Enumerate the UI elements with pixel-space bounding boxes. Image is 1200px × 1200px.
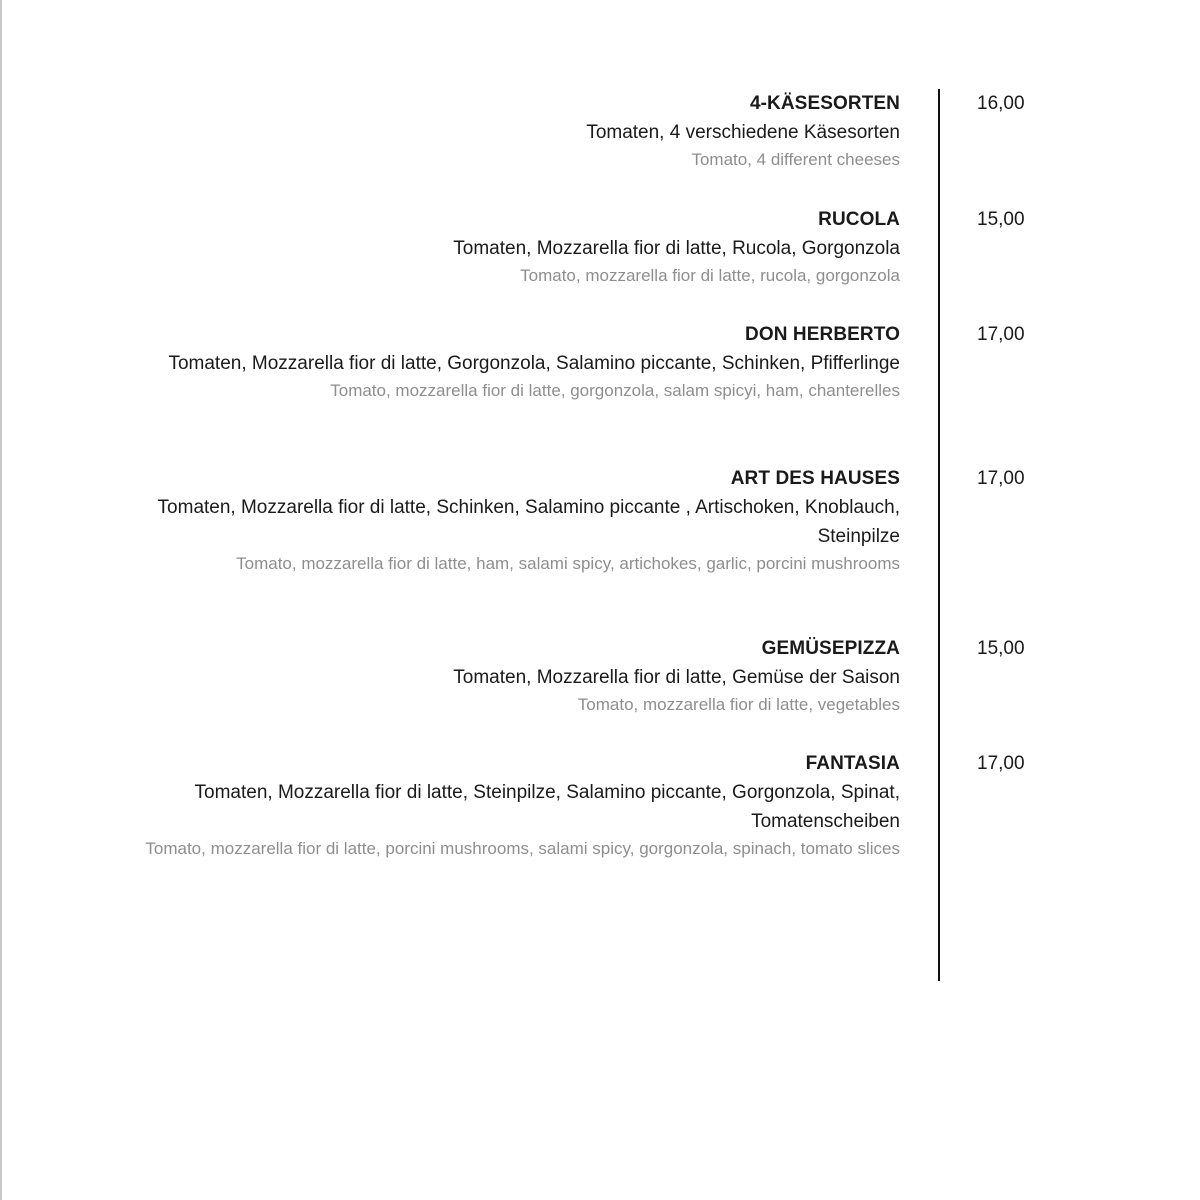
menu-item-price: 17,00 <box>977 753 1025 774</box>
menu-item-text <box>140 634 900 718</box>
menu-item-description-en: Tomato, mozzarella fior di latte, porcini mushrooms, salami spicy, gorgonzola, spinach, tomato slices <box>145 839 900 858</box>
price-column-divider <box>938 89 940 981</box>
menu-item-name: DON HERBERTO <box>745 324 900 345</box>
menu-item-name: GEMÜSEPIZZA <box>761 638 900 659</box>
menu-item-price: 16,00 <box>977 93 1025 114</box>
menu-item-description-de: Tomaten, Mozzarella fior di latte, Gorgonzola, Salamino piccante, Schinken, Pfifferlinge <box>168 353 900 374</box>
menu-item-description-en: Tomato, mozzarella fior di latte, rucola, gorgonzola <box>520 266 900 285</box>
menu-item-description-de: Tomaten, Mozzarella fior di latte, Schinken, Salamino piccante , Artischoken, Knoblauch, Steinpilze <box>157 497 900 547</box>
menu-item-price: 15,00 <box>977 209 1025 230</box>
menu-item-name: RUCOLA <box>818 209 900 230</box>
menu-item-description-de: Tomaten, 4 verschiedene Käsesorten <box>586 122 900 143</box>
menu-item-price: 17,00 <box>977 324 1025 345</box>
menu-item-price: 17,00 <box>977 468 1025 489</box>
menu-item-name: ART DES HAUSES <box>730 468 900 489</box>
menu-item-text <box>140 205 900 289</box>
menu-item-name: 4-KÄSESORTEN <box>749 93 900 114</box>
menu-item-description-en: Tomato, mozzarella fior di latte, ham, salami spicy, artichokes, garlic, porcini mushrooms <box>236 554 900 573</box>
page-left-edge <box>0 0 2 1200</box>
menu-item-description-en: Tomato, mozzarella fior di latte, gorgonzola, salam spicyi, ham, chanterelles <box>330 381 900 400</box>
menu-item-description-en: Tomato, 4 different cheeses <box>691 150 900 169</box>
menu-item-description-de: Tomaten, Mozzarella fior di latte, Rucola, Gorgonzola <box>453 238 900 259</box>
menu-item-description-en: Tomato, mozzarella fior di latte, vegetables <box>577 695 900 714</box>
menu-item-text <box>140 749 900 862</box>
menu-item-description-de: Tomaten, Mozzarella fior di latte, Steinpilze, Salamino piccante, Gorgonzola, Spinat, Tomatenscheiben <box>194 782 900 832</box>
menu-item-description-de: Tomaten, Mozzarella fior di latte, Gemüse der Saison <box>453 667 900 688</box>
menu-item-text <box>140 89 900 173</box>
menu-item-text <box>140 464 900 577</box>
menu-item-name: FANTASIA <box>805 753 900 774</box>
menu-item-text <box>140 320 900 404</box>
menu-item-price: 15,00 <box>977 638 1025 659</box>
